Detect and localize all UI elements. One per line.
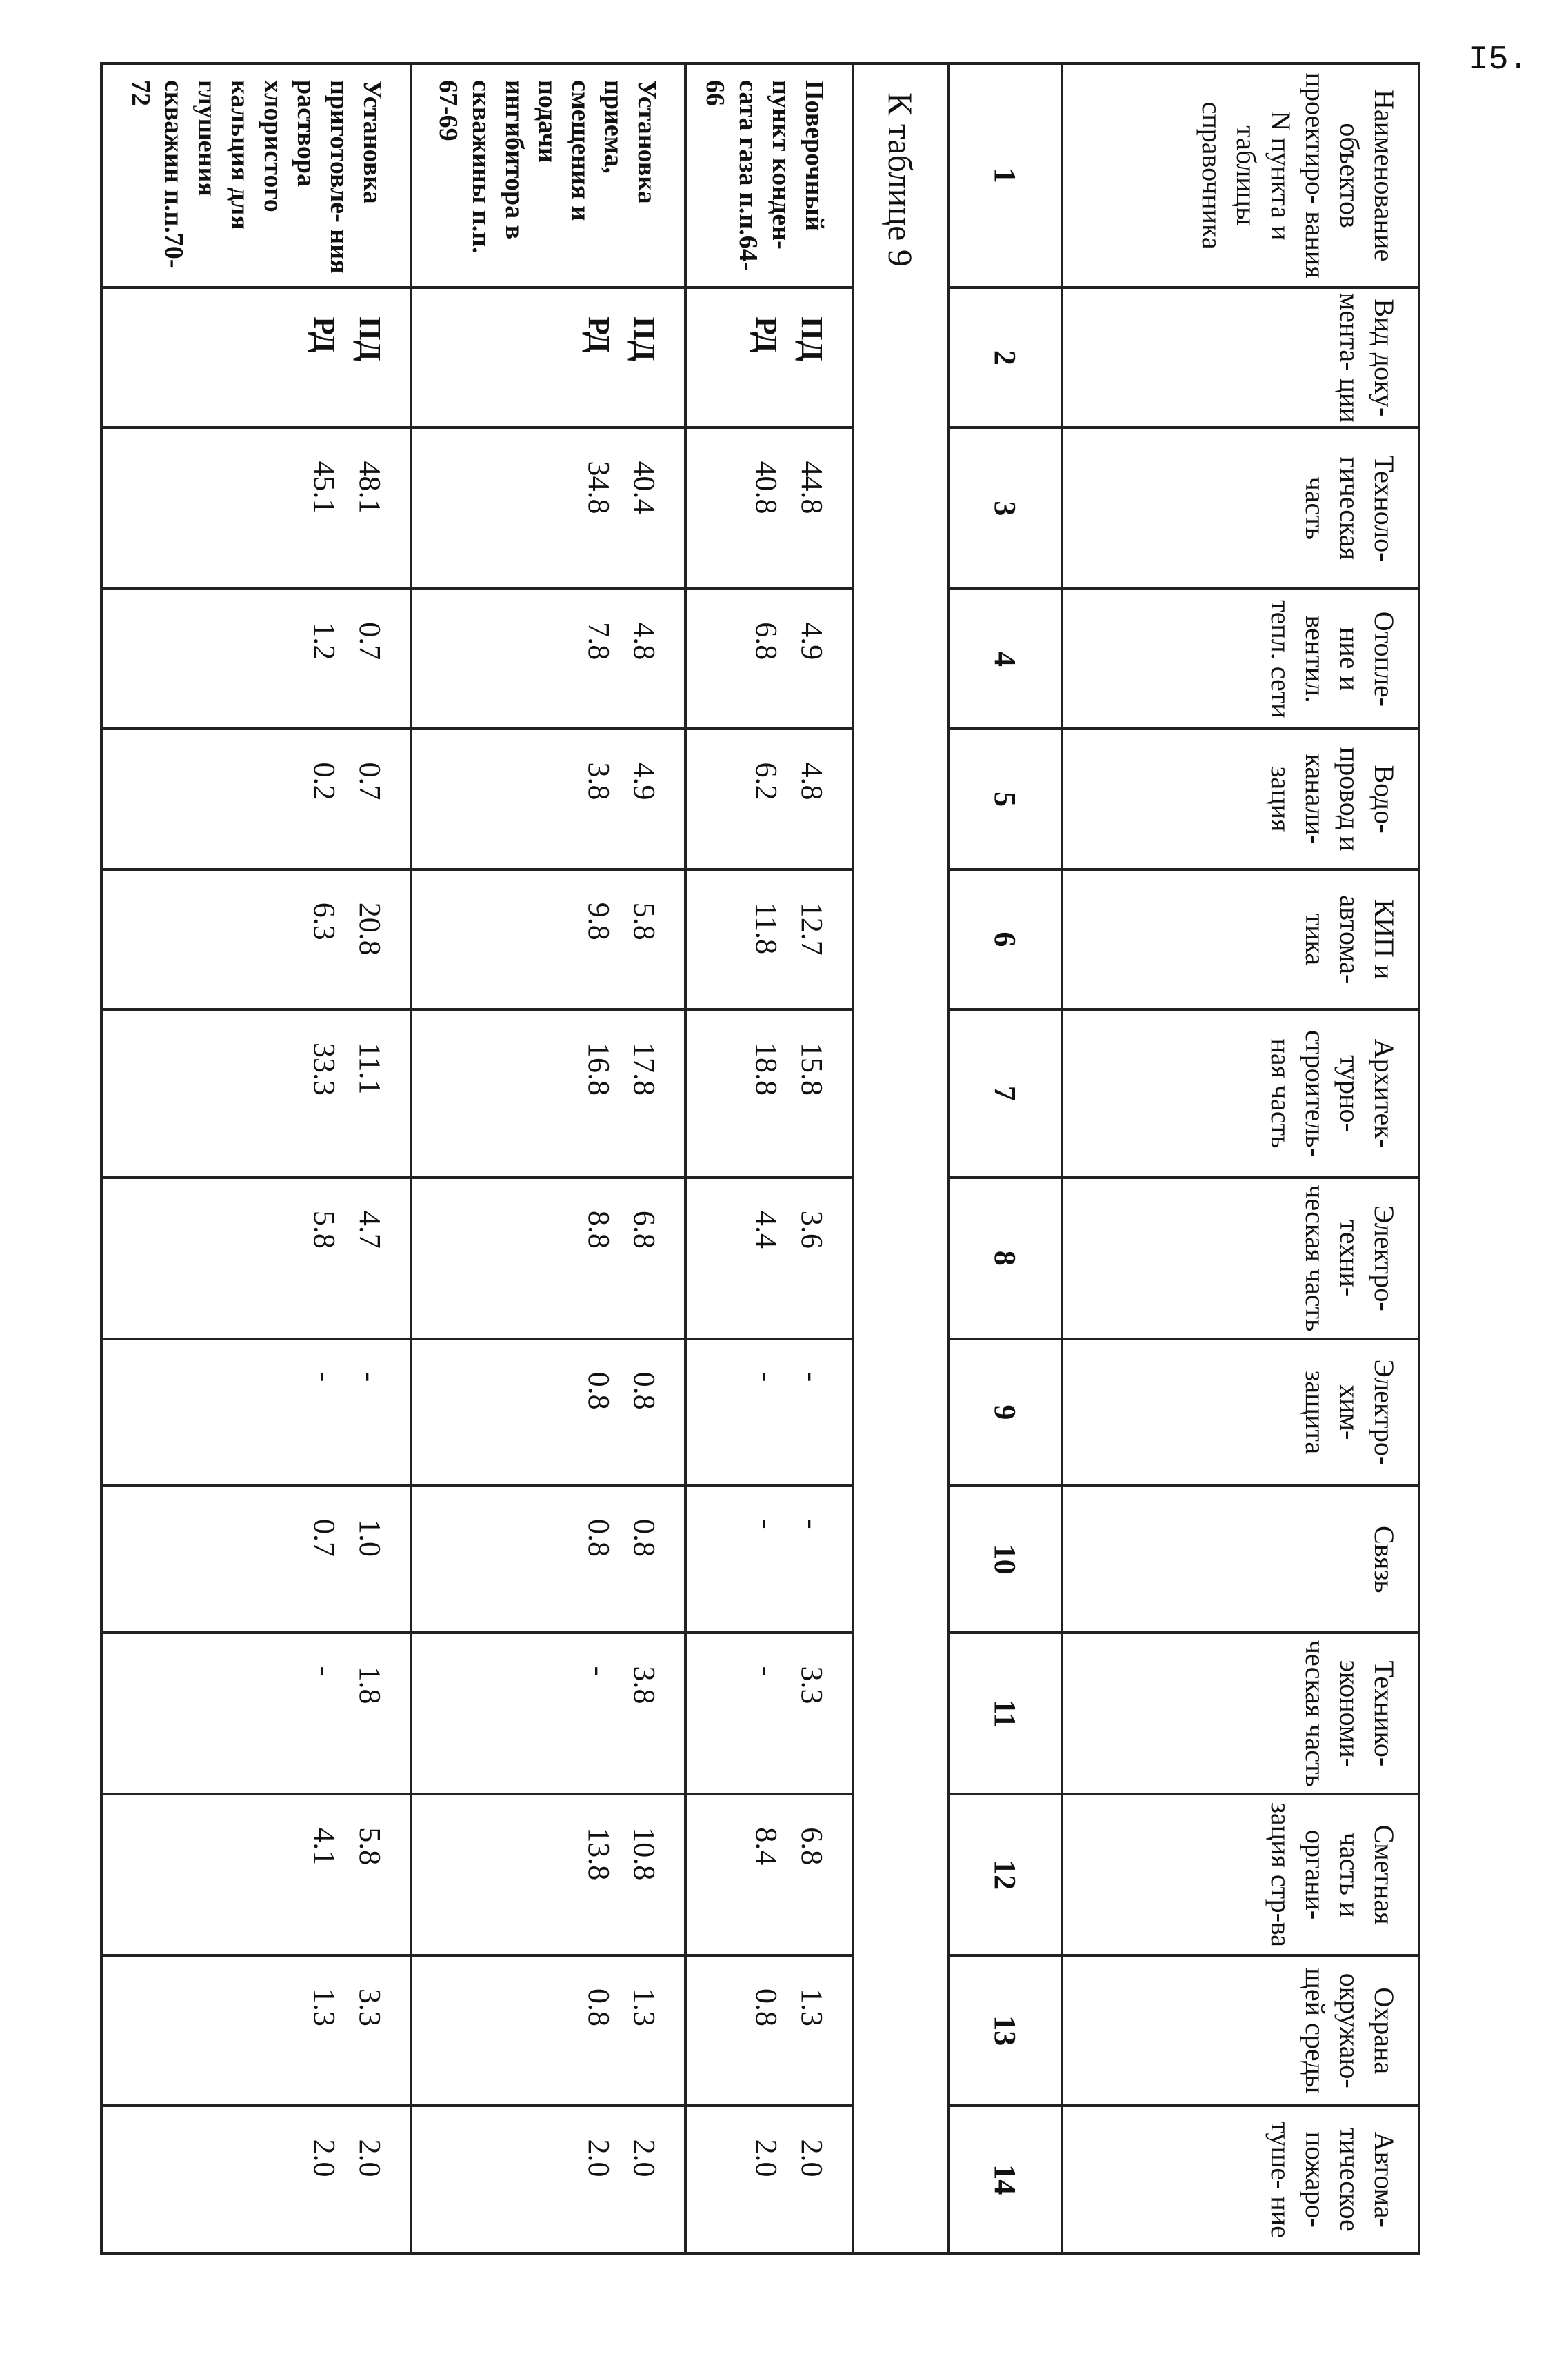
value: 7.8 [582, 622, 616, 661]
value-cell [101, 1009, 411, 1178]
value-cell [685, 1009, 853, 1178]
column-number-cell: 14 [949, 2106, 1062, 2253]
header-cell: Сметная часть и органи- зация стр-ва [1062, 1794, 1419, 1955]
value: 2.0 [353, 2139, 388, 2177]
value-cell [685, 1486, 853, 1633]
value: 5.8 [627, 902, 662, 940]
value: 6.2 [750, 762, 783, 800]
value: 3.8 [627, 1666, 662, 1704]
value: 6.8 [795, 1827, 829, 1866]
value-cell [411, 427, 685, 589]
value: - [750, 1666, 783, 1677]
value: 45.1 [308, 461, 342, 514]
value: 4.7 [353, 1210, 388, 1249]
value: 12.7 [795, 902, 829, 956]
doc-type: РД [582, 316, 616, 353]
column-number-cell: 13 [949, 1955, 1062, 2106]
value: 0.8 [750, 1988, 783, 2026]
value-cell [685, 1794, 853, 1955]
value: 4.8 [795, 762, 829, 800]
value: 44.8 [795, 461, 829, 514]
value: - [795, 1519, 829, 1529]
value: - [308, 1371, 342, 1382]
value-cell [411, 729, 685, 869]
column-number-cell: 3 [949, 427, 1062, 589]
column-number-cell: 10 [949, 1486, 1062, 1633]
value: 0.7 [353, 762, 388, 800]
object-name-cell: Установка приготовле- ния раствора хлористого кальция для глушения скважин п.п.70-72 [101, 63, 411, 288]
value: 18.8 [750, 1042, 783, 1096]
value-cell [411, 1794, 685, 1955]
doc-type-cell [411, 288, 685, 427]
doc-type: РД [750, 316, 783, 353]
value: 1.0 [353, 1519, 388, 1558]
header-cell: Электро- хим- защита [1062, 1339, 1419, 1486]
value: 3.6 [795, 1210, 829, 1249]
header-cell: Вид доку- мента- ции [1062, 288, 1419, 427]
value-cell [685, 427, 853, 589]
value: 0.7 [353, 622, 388, 661]
value: 0.2 [308, 762, 342, 800]
value: 40.8 [750, 461, 783, 514]
value-cell [411, 1009, 685, 1178]
value: 1.8 [353, 1666, 388, 1704]
value: 6.8 [627, 1210, 662, 1249]
value-cell [101, 1486, 411, 1633]
column-number-cell: 11 [949, 1633, 1062, 1794]
value: 13.8 [582, 1827, 616, 1881]
value: 48.1 [353, 461, 388, 514]
value: 0.8 [627, 1371, 662, 1410]
value: 8.4 [750, 1827, 783, 1866]
value: 0.7 [308, 1519, 342, 1558]
column-number-cell: 4 [949, 589, 1062, 729]
value-cell [101, 729, 411, 869]
column-number-cell: 7 [949, 1009, 1062, 1178]
value-cell [411, 1955, 685, 2106]
header-cell: КИП и автома- тика [1062, 869, 1419, 1009]
value: 9.8 [582, 902, 616, 940]
value-cell [101, 869, 411, 1009]
value-cell [411, 1339, 685, 1486]
value-cell [411, 1486, 685, 1633]
value: 40.4 [627, 461, 662, 514]
header-cell: Техноло- гическая часть [1062, 427, 1419, 589]
value-cell [685, 589, 853, 729]
value-cell [101, 1955, 411, 2106]
value: 34.8 [582, 461, 616, 514]
value: - [750, 1519, 783, 1529]
value: 4.8 [627, 622, 662, 661]
table-row [685, 63, 853, 2253]
value: 3.8 [582, 762, 616, 800]
value-cell [685, 729, 853, 869]
group-title-row [853, 63, 949, 2253]
header-row [1062, 63, 1419, 2253]
value: 16.8 [582, 1042, 616, 1096]
value: 4.9 [627, 762, 662, 800]
value-cell [685, 1633, 853, 1794]
value: 6.8 [750, 622, 783, 661]
header-cell: Автома- тическое пожаро- туше- ние [1062, 2106, 1419, 2253]
value: 6.3 [308, 902, 342, 940]
value: 1.2 [308, 622, 342, 661]
value: 3.3 [353, 1988, 388, 2026]
value: 1.3 [627, 1988, 662, 2026]
value-cell [411, 869, 685, 1009]
value: 15.8 [795, 1042, 829, 1096]
table-row [101, 63, 411, 2253]
object-name-cell: Поверочный пункт конден- сата газа п.п.64-66 [685, 63, 853, 288]
value: - [795, 1371, 829, 1382]
header-cell: Наименование объектов проектиро- вания N пункта и таблицы справочника [1062, 63, 1419, 288]
rotated-table-container [100, 62, 1420, 2255]
object-name-cell: Установка приема, смещения и подачи ингибитора в скважины п.п. 67-69 [411, 63, 685, 288]
value-cell [685, 869, 853, 1009]
value: 11.8 [750, 902, 783, 955]
doc-type-cell [101, 288, 411, 427]
value: - [582, 1666, 616, 1677]
doc-type: ПД [353, 316, 388, 361]
value: 4.9 [795, 622, 829, 661]
column-number-cell: 6 [949, 869, 1062, 1009]
value: 0.8 [627, 1519, 662, 1558]
cost-distribution-table [100, 62, 1420, 2255]
header-cell: Архитек- турно- строитель- ная часть [1062, 1009, 1419, 1178]
column-number-cell: 12 [949, 1794, 1062, 1955]
value: 5.8 [308, 1210, 342, 1249]
value-cell [411, 1633, 685, 1794]
value: 10.8 [627, 1827, 662, 1881]
column-number-cell: 9 [949, 1339, 1062, 1486]
table-row [411, 63, 685, 2253]
column-number-cell: 1 [949, 63, 1062, 288]
column-number-cell: 2 [949, 288, 1062, 427]
value: 0.8 [582, 1519, 616, 1558]
value: 2.0 [308, 2139, 342, 2177]
value: 5.8 [353, 1827, 388, 1866]
value: 2.0 [582, 2139, 616, 2177]
value-cell [101, 1178, 411, 1339]
header-cell: Технико- экономи- ческая часть [1062, 1633, 1419, 1794]
value: 33.3 [308, 1042, 342, 1096]
value-cell [101, 1339, 411, 1486]
value: 2.0 [627, 2139, 662, 2177]
value-cell [101, 1633, 411, 1794]
value: 4.1 [308, 1827, 342, 1866]
value: 0.8 [582, 1371, 616, 1410]
header-cell: Отопле- ние и вентил. тепл. сети [1062, 589, 1419, 729]
header-cell: Связь [1062, 1486, 1419, 1633]
value: 3.3 [795, 1666, 829, 1704]
header-cell: Электро- техни- ческая часть [1062, 1178, 1419, 1339]
value: 20.8 [353, 902, 388, 956]
header-cell: Водо- провод и канали- зация [1062, 729, 1419, 869]
page-number: I5. [1469, 41, 1529, 79]
header-cell: Охрана окружаю- щей среды [1062, 1955, 1419, 2106]
value: 2.0 [750, 2139, 783, 2177]
value: 11.1 [353, 1042, 388, 1095]
value: 17.8 [627, 1042, 662, 1096]
value-cell [411, 2106, 685, 2253]
value: - [353, 1371, 388, 1382]
doc-type: РД [308, 316, 342, 353]
value: - [750, 1371, 783, 1382]
value-cell [685, 1178, 853, 1339]
value-cell [101, 1794, 411, 1955]
doc-type: ПД [627, 316, 662, 361]
column-number-row [949, 63, 1062, 2253]
value: 2.0 [795, 2139, 829, 2177]
value-cell [411, 589, 685, 729]
doc-type: ПД [795, 316, 829, 361]
value-cell [685, 1339, 853, 1486]
value: 1.3 [308, 1988, 342, 2026]
value: 8.8 [582, 1210, 616, 1249]
doc-type-cell [685, 288, 853, 427]
group-title: К таблице 9 [853, 63, 949, 2253]
column-number-cell: 5 [949, 729, 1062, 869]
value: 1.3 [795, 1988, 829, 2026]
value-cell [411, 1178, 685, 1339]
value: 0.8 [582, 1988, 616, 2026]
value-cell [101, 589, 411, 729]
value-cell [101, 427, 411, 589]
value-cell [101, 2106, 411, 2253]
value: 4.4 [750, 1210, 783, 1249]
value: - [308, 1666, 342, 1677]
value-cell [685, 2106, 853, 2253]
column-number-cell: 8 [949, 1178, 1062, 1339]
value-cell [685, 1955, 853, 2106]
